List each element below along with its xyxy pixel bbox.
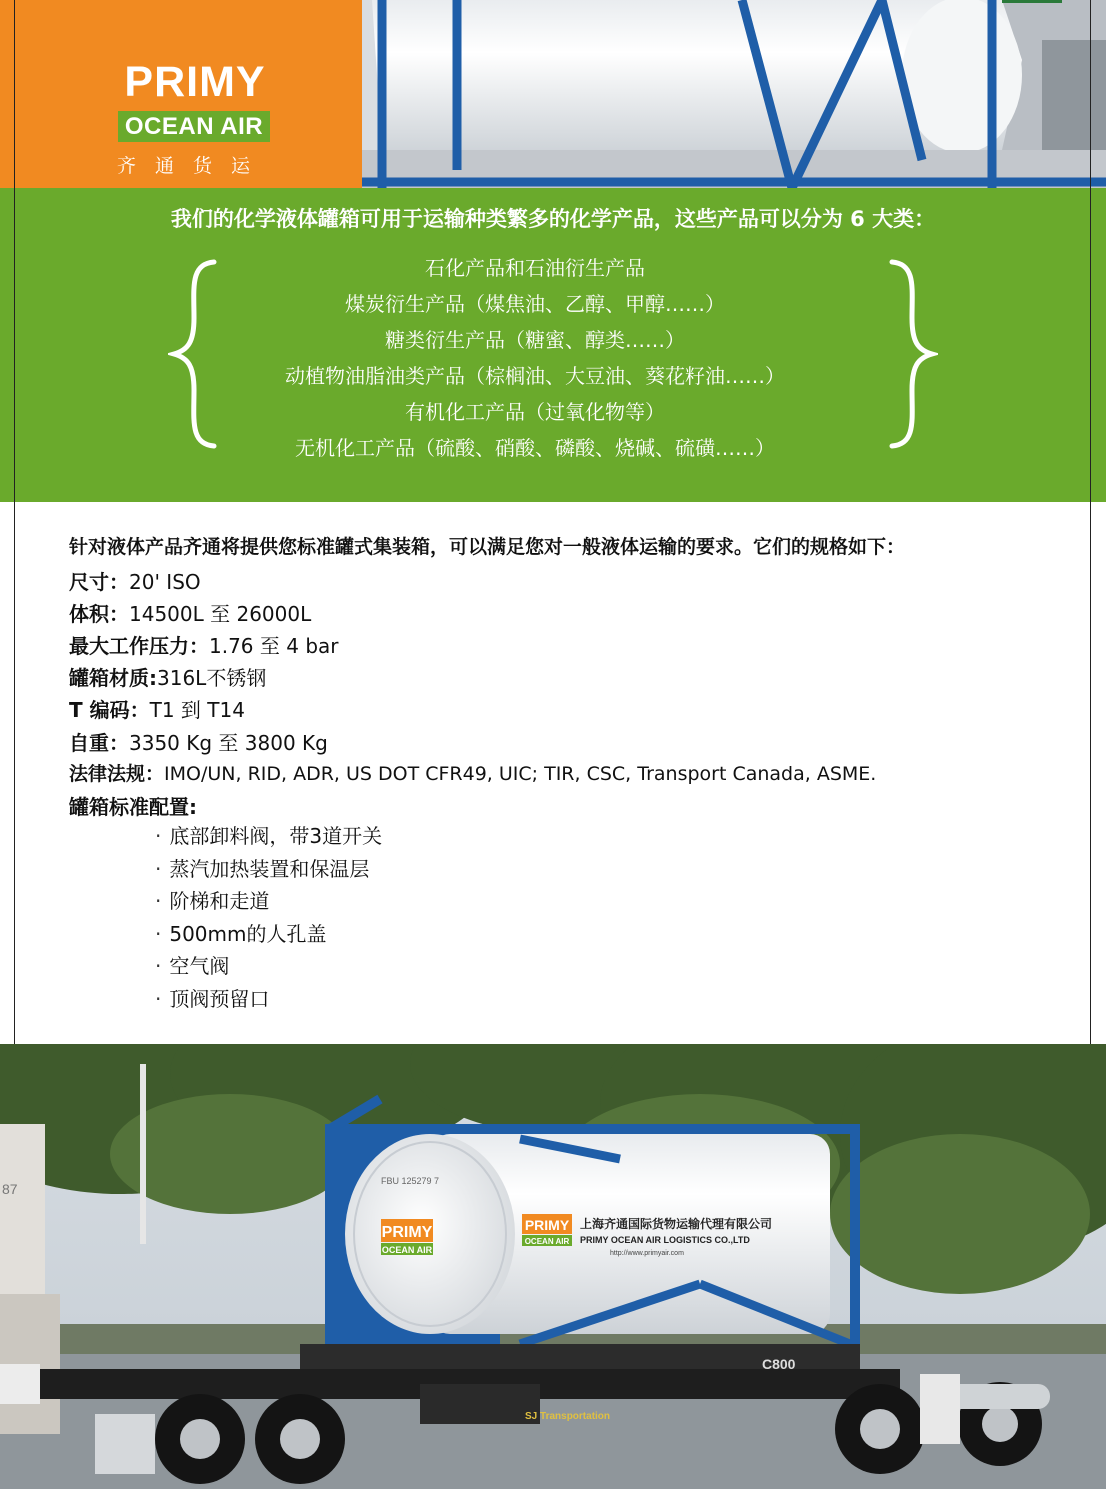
company-chinese-name: 上海齐通国际货物运输代理有限公司 bbox=[580, 1217, 773, 1231]
config-item: · 500mm的人孔盖 bbox=[155, 918, 382, 951]
spec-label: T 编码： bbox=[69, 698, 150, 722]
spec-value: 1.76 至 4 bar bbox=[209, 634, 339, 658]
tank-end-logo-primy: PRIMY bbox=[381, 1224, 433, 1241]
specs-intro: 针对液体产品齐通将提供您标准罐式集装箱，可以满足您对一般液体运输的要求。它们的规格如下： bbox=[69, 536, 906, 558]
category-item: 糖类衍生产品（糖蜜、醇类……） bbox=[385, 328, 685, 352]
standard-config-list bbox=[155, 820, 382, 1015]
config-item: · 空气阀 bbox=[155, 950, 382, 983]
category-list bbox=[0, 250, 1070, 466]
logo-primy-text: PRIMY bbox=[124, 58, 266, 106]
right-frame-line bbox=[1090, 0, 1091, 1044]
spec-value: 20' ISO bbox=[129, 570, 201, 594]
svg-text:87: 87 bbox=[2, 1181, 18, 1197]
spec-size bbox=[69, 566, 201, 595]
category-item: 动植物油脂油类产品（棕榈油、大豆油、葵花籽油……） bbox=[285, 364, 785, 388]
tank-side-logo-primy: PRIMY bbox=[524, 1217, 570, 1233]
spec-t-code bbox=[69, 694, 245, 723]
logo-panel bbox=[0, 0, 362, 188]
company-website: http://www.primyair.com bbox=[610, 1250, 684, 1257]
trailer-code-label: C800 bbox=[762, 1356, 796, 1372]
logo-ocean-air-text: OCEAN AIR bbox=[118, 111, 270, 142]
spec-tare-weight bbox=[69, 727, 328, 756]
standard-config-label: 罐箱标准配置: bbox=[69, 795, 197, 819]
spec-label: 罐箱材质: bbox=[69, 666, 157, 690]
spec-label: 体积： bbox=[69, 602, 129, 626]
logo-chinese-text: 齐通货运 bbox=[117, 155, 270, 177]
spec-label: 自重： bbox=[69, 731, 129, 755]
spec-value: 3350 Kg 至 3800 Kg bbox=[129, 731, 328, 755]
category-item: 无机化工产品（硫酸、硝酸、磷酸、烧碱、硫磺……） bbox=[295, 436, 775, 460]
tank-end-logo-ocean-air: OCEAN AIR bbox=[381, 1245, 433, 1255]
category-item: 煤炭衍生产品（煤焦油、乙醇、甲醇……） bbox=[345, 292, 725, 316]
band-title: 我们的化学液体罐箱可用于运输种类繁多的化学产品，这些产品可以分为 6 大类： bbox=[170, 207, 936, 231]
spec-value: 316L不锈钢 bbox=[157, 666, 267, 690]
spec-value: IMO/UN, RID, ADR, US DOT CFR49, UIC; TIR, CSC, Transport Canada, ASME. bbox=[164, 763, 877, 785]
spec-label: 尺寸： bbox=[69, 570, 129, 594]
tank-side-logo-ocean-air: OCEAN AIR bbox=[524, 1237, 570, 1246]
spec-label: 法律法规： bbox=[69, 763, 165, 785]
spec-regulations bbox=[69, 759, 876, 786]
config-item: · 顶阀预留口 bbox=[155, 983, 382, 1016]
carrier-label: SJ Transportation bbox=[525, 1411, 611, 1422]
config-item: · 阶梯和走道 bbox=[155, 885, 382, 918]
spec-label: 最大工作压力： bbox=[69, 634, 209, 658]
company-english-name: PRIMY OCEAN AIR LOGISTICS CO.,LTD bbox=[580, 1235, 750, 1245]
header-tank-photo bbox=[362, 0, 1106, 188]
config-item: · 底部卸料阀，带3道开关 bbox=[155, 820, 382, 853]
header-tank-illustration bbox=[362, 0, 1106, 188]
truck-tank-photo bbox=[0, 1044, 1106, 1489]
spec-volume bbox=[69, 598, 311, 627]
category-item: 有机化工产品（过氧化物等） bbox=[405, 400, 665, 424]
truck-tank-illustration bbox=[0, 1044, 1106, 1489]
spec-value: T1 到 T14 bbox=[149, 698, 245, 722]
tank-code-label: FBU 125279 7 bbox=[380, 1176, 440, 1186]
spec-pressure bbox=[69, 630, 339, 659]
spec-value: 14500L 至 26000L bbox=[129, 602, 312, 626]
category-item: 石化产品和石油衍生产品 bbox=[425, 256, 645, 280]
config-item: · 蒸汽加热装置和保温层 bbox=[155, 853, 382, 886]
spec-material bbox=[69, 662, 266, 691]
